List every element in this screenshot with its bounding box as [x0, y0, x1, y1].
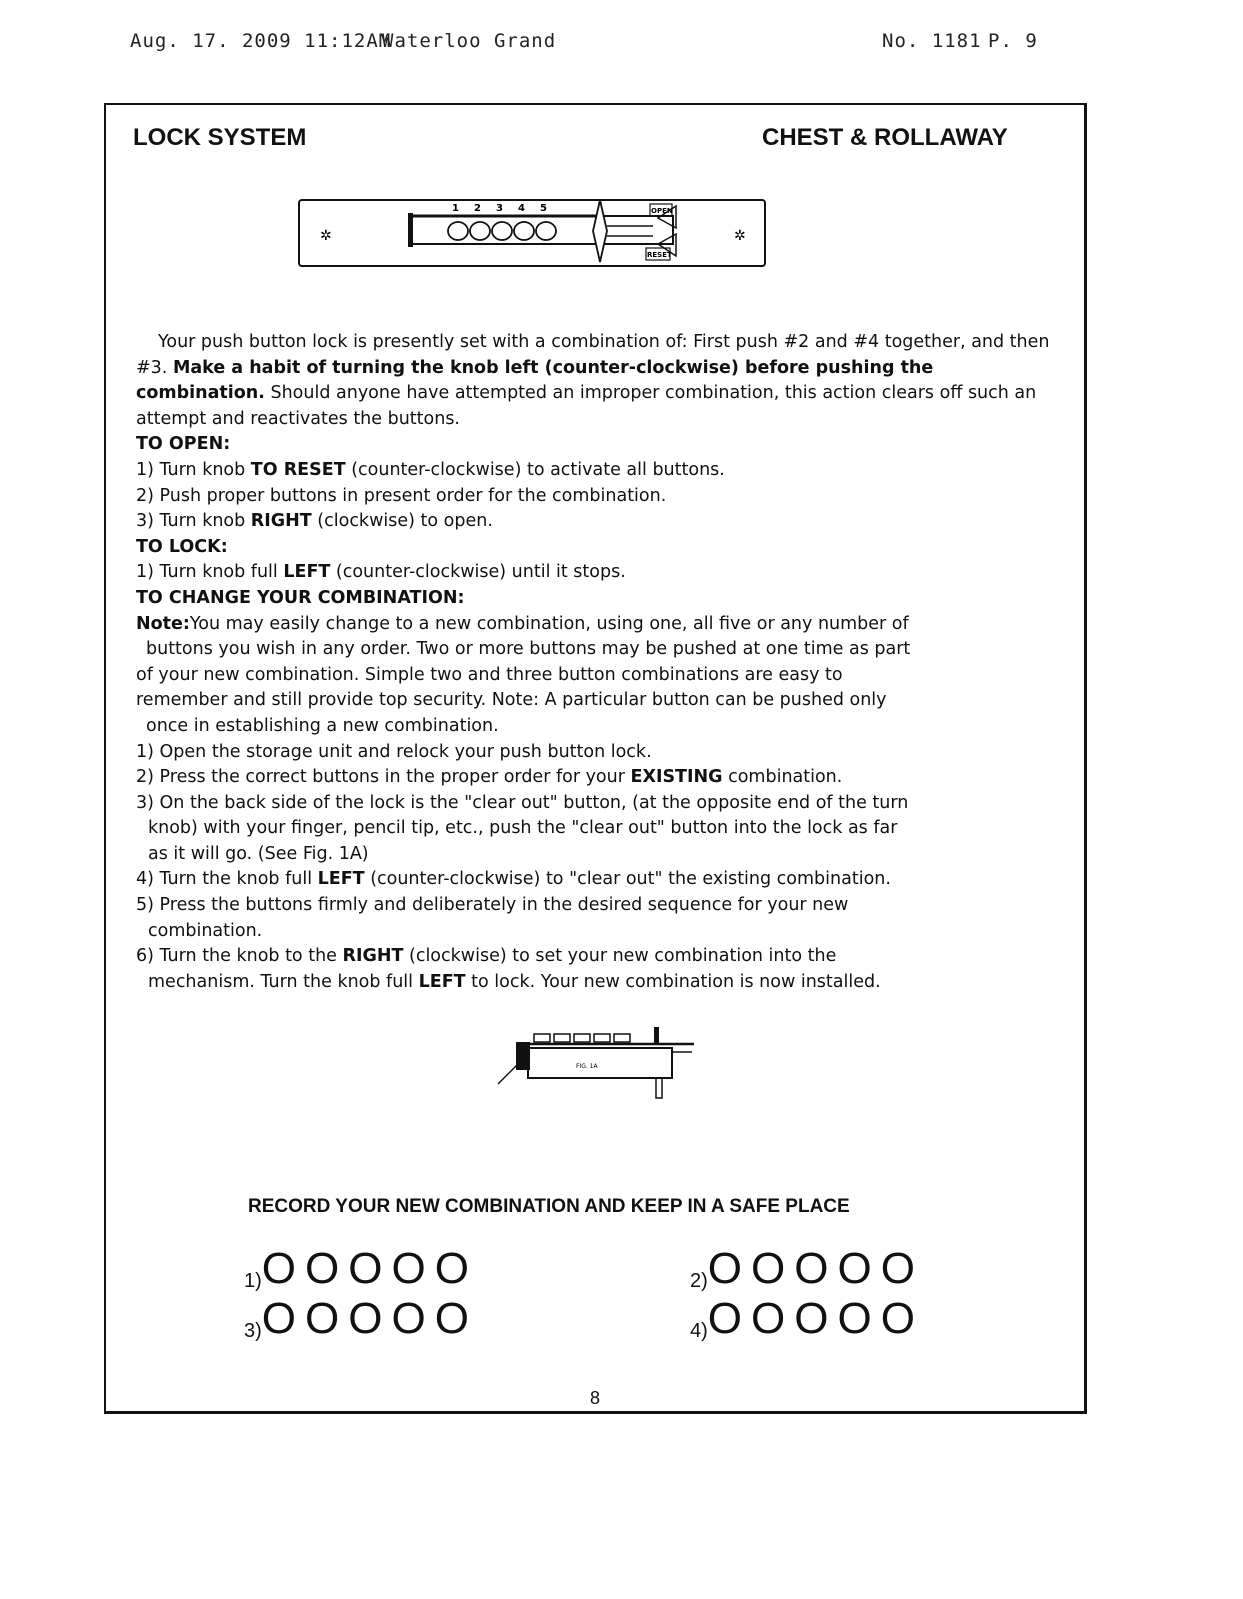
change-step-5: 5) Press the buttons firmly and deliberately in the desired sequence for your new: [136, 895, 849, 916]
fax-header: [130, 30, 1038, 60]
fax-page: P. 9: [988, 30, 1038, 52]
lock-button: [492, 222, 512, 240]
combination-circle: O: [837, 1244, 872, 1293]
change-step-3: 3) On the back side of the lock is the "clear out" button, (at the opposite end of the turn: [136, 792, 909, 813]
change-step-6: 6) Turn the knob to the RIGHT (clockwise) to set your new combination into the: [136, 946, 837, 967]
combination-circle: O: [348, 1244, 383, 1293]
change-step-6-cont: mechanism. Turn the knob full LEFT to lock. Your new combination is now installed.: [148, 971, 881, 992]
combination-row-1: [244, 1244, 478, 1294]
note-line: once in establishing a new combination.: [146, 715, 499, 736]
change-step-2: 2) Press the correct buttons in the proper order for your EXISTING combination.: [136, 767, 843, 788]
reset-label: RESET: [647, 251, 672, 259]
intro-paragraph: Your push button lock is presently set with a combination of: First push #2 and #4 together, and then #3. Make a habit of turning the knob left (counter-clockwise) before pushing the combination. Should anyone have attempted an improper combination, this action clears off such an attempt and reactivates the buttons.: [136, 332, 1050, 429]
screw-icon-left: ✲: [320, 228, 332, 244]
to-open-heading: TO OPEN:: [136, 434, 231, 455]
arrow-icon: [498, 1062, 520, 1084]
figure-1a-label: FIG. 1A: [576, 1063, 598, 1070]
screw-icon-right: ✲: [734, 228, 746, 244]
combination-row-2: [690, 1244, 924, 1294]
combination-circle: O: [434, 1244, 469, 1293]
fax-date: Aug. 17. 2009 11:12AM: [130, 30, 392, 52]
combination-circle: O: [391, 1244, 426, 1293]
open-label: OPEN: [651, 207, 673, 215]
combination-circle: O: [880, 1244, 915, 1293]
to-lock-step-1: 1) Turn knob full LEFT (counter-clockwise) until it stops.: [136, 562, 626, 583]
combination-label: 3): [244, 1320, 262, 1342]
figure-1a: [494, 1024, 704, 1104]
combination-circle: O: [751, 1244, 786, 1293]
combination-circle: O: [880, 1294, 915, 1343]
change-step-5-cont: combination.: [148, 920, 263, 941]
fax-number: No. 1181: [882, 30, 982, 52]
to-open-step-2: 2) Push proper buttons in present order for the combination.: [136, 485, 667, 506]
record-heading: RECORD YOUR NEW COMBINATION AND KEEP IN A SAFE PLACE: [248, 1196, 850, 1217]
combination-circle: O: [751, 1294, 786, 1343]
note-line: buttons you wish in any order. Two or more buttons may be pushed at one time as part: [146, 639, 911, 660]
combination-label: 2): [690, 1270, 708, 1292]
lock-button: [536, 222, 556, 240]
section-title: LOCK SYSTEM: [133, 124, 307, 151]
instructions: [136, 330, 1056, 995]
fax-sender: Waterloo Grand: [382, 30, 557, 52]
combination-circle: O: [391, 1294, 426, 1343]
turn-knob: [593, 200, 607, 262]
lock-panel-outline: [299, 200, 765, 266]
product-title: CHEST & ROLLAWAY: [762, 124, 1008, 151]
note-line: Note:You may easily change to a new combination, using one, all five or any number of: [136, 613, 909, 634]
change-step-1: 1) Open the storage unit and relock your push button lock.: [136, 741, 652, 762]
button-number: 2: [474, 203, 481, 214]
button-number: 5: [540, 203, 547, 214]
combination-row-3: [244, 1294, 478, 1344]
to-open-step-1: 1) Turn knob TO RESET (counter-clockwise) to activate all buttons.: [136, 459, 725, 480]
combination-circle: O: [305, 1294, 340, 1343]
button-number: 1: [452, 203, 459, 214]
combination-circle: O: [794, 1294, 829, 1343]
combination-circle: O: [434, 1294, 469, 1343]
button-number: 4: [518, 203, 525, 214]
change-step-4: 4) Turn the knob full LEFT (counter-clockwise) to "clear out" the existing combination.: [136, 869, 891, 890]
lock-body: [528, 1048, 672, 1078]
combination-circle: O: [261, 1294, 297, 1343]
lock-button: [514, 222, 534, 240]
lock-button: [448, 222, 468, 240]
combination-label: 1): [244, 1270, 262, 1292]
to-change-heading: TO CHANGE YOUR COMBINATION:: [136, 587, 465, 608]
to-open-step-3: 3) Turn knob RIGHT (clockwise) to open.: [136, 511, 493, 532]
note-line: remember and still provide top security. Note: A particular button can be pushed only: [136, 690, 887, 711]
combination-label: 4): [690, 1320, 708, 1342]
combination-circle: O: [261, 1244, 297, 1293]
combination-circle: O: [348, 1294, 383, 1343]
page-number: 8: [590, 1388, 601, 1408]
to-lock-heading: TO LOCK:: [136, 536, 228, 557]
button-number: 3: [496, 203, 503, 214]
combination-circle: O: [794, 1244, 829, 1293]
note-line: of your new combination. Simple two and three button combinations are easy to: [136, 664, 843, 685]
lock-button: [470, 222, 490, 240]
combination-circle: O: [707, 1294, 743, 1343]
combination-circle: O: [837, 1294, 872, 1343]
change-step-3-cont: knob) with your finger, pencil tip, etc., push the "clear out" button into the lock as far: [148, 818, 898, 839]
combination-row-4: [690, 1294, 924, 1344]
lock-panel-figure: [298, 196, 768, 270]
combination-circle: O: [305, 1244, 340, 1293]
combination-circle: O: [707, 1244, 743, 1293]
change-step-3-cont: as it will go. (See Fig. 1A): [148, 843, 369, 864]
